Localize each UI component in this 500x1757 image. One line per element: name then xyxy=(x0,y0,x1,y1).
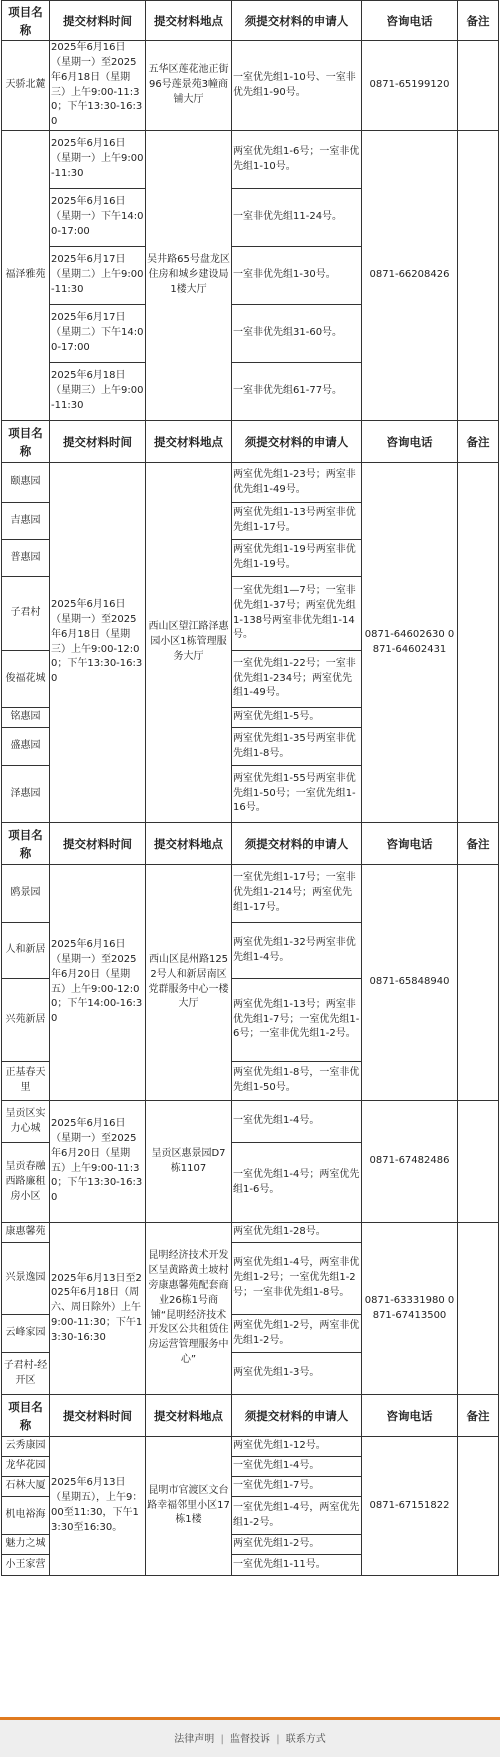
header-phone: 咨询电话 xyxy=(362,1395,458,1437)
note xyxy=(458,1223,499,1395)
applicants: 两室优先组1-55号两室非优先组1-50号；一室优先组1-16号。 xyxy=(232,766,362,823)
applicants: 一室优先组1-11号。 xyxy=(232,1555,362,1576)
submit-time: 2025年6月16日（星期一）至2025年6月20日（星期五）上午9:00-11:30；下午13:30-16:30 xyxy=(50,1101,146,1223)
project-name: 兴苑新居 xyxy=(2,979,50,1062)
header-applicants: 须提交材料的申请人 xyxy=(232,1,362,41)
project-name: 盛惠园 xyxy=(2,728,50,766)
document xyxy=(1,0,498,1576)
applicants: 一室非优先组1-30号。 xyxy=(232,247,362,305)
header-note: 备注 xyxy=(458,421,499,463)
note xyxy=(458,463,499,823)
submit-time: 2025年6月17日（星期二）下午14:00-17:00 xyxy=(50,305,146,363)
applicants: 一室优先组1-10号、一室非优先组1-90号。 xyxy=(232,41,362,131)
submit-time: 2025年6月17日（星期二）上午9:00-11:30 xyxy=(50,247,146,305)
project-name: 正基春天里 xyxy=(2,1062,50,1101)
header-phone: 咨询电话 xyxy=(362,1,458,41)
project-name: 呈贡春融西路廉租房小区 xyxy=(2,1143,50,1223)
note xyxy=(458,1437,499,1576)
submit-place: 呈贡区惠景园D7栋1107 xyxy=(146,1101,232,1223)
project-name: 吉惠园 xyxy=(2,503,50,540)
project-name: 龙华花园 xyxy=(2,1457,50,1477)
footer-link-complaint[interactable]: 监督投诉 xyxy=(230,1734,270,1745)
applicants: 一室优先组1-22号；一室非优先组1-234号；两室优先组1-49号。 xyxy=(232,651,362,708)
submit-time: 2025年6月16日（星期一）至2025年6月18日（星期三）上午9:00-12:00；下午13:30-16:30 xyxy=(50,463,146,823)
phone-number: 0871-67151822 xyxy=(362,1437,458,1576)
header-submit-time: 提交材料时间 xyxy=(50,1,146,41)
housing-schedule-table xyxy=(1,0,499,1576)
note xyxy=(458,1101,499,1223)
footer-links xyxy=(0,1730,500,1745)
header-submit-place: 提交材料地点 xyxy=(146,421,232,463)
project-name: 子君村-经开区 xyxy=(2,1353,50,1395)
header-phone: 咨询电话 xyxy=(362,823,458,865)
applicants: 两室优先组1-35号两室非优先组1-8号。 xyxy=(232,728,362,766)
table-row xyxy=(2,131,499,189)
header-applicants: 须提交材料的申请人 xyxy=(232,421,362,463)
header-submit-place: 提交材料地点 xyxy=(146,1,232,41)
applicants: 两室优先组1-13号；两室非优先组1-7号；一室优先组1-6号；一室非优先组1-2号。 xyxy=(232,979,362,1062)
applicants: 一室优先组1-4号。 xyxy=(232,1457,362,1477)
project-name: 普惠园 xyxy=(2,540,50,577)
phone-number: 0871-67482486 xyxy=(362,1101,458,1223)
header-project-name: 项目名称 xyxy=(2,1395,50,1437)
applicants: 一室优先组1-7号。 xyxy=(232,1477,362,1497)
applicants: 两室优先组1-32号两室非优先组1-4号。 xyxy=(232,923,362,979)
header-note: 备注 xyxy=(458,1395,499,1437)
project-name: 机电裕海 xyxy=(2,1497,50,1535)
phone-number: 0871-63331980 0871-67413500 xyxy=(362,1223,458,1395)
header-submit-time: 提交材料时间 xyxy=(50,823,146,865)
project-name: 福泽雅苑 xyxy=(2,131,50,421)
submit-time: 2025年6月16日（星期一）上午9:00-11:30 xyxy=(50,131,146,189)
project-name: 魅力之城 xyxy=(2,1535,50,1555)
applicants: 两室优先组1-19号两室非优先组1-19号。 xyxy=(232,540,362,577)
applicants: 一室非优先组61-77号。 xyxy=(232,363,362,421)
table-row xyxy=(2,1223,499,1243)
submit-time: 2025年6月16日（星期一）下午14:00-17:00 xyxy=(50,189,146,247)
applicants: 两室优先组1-2号，两室非优先组1-2号。 xyxy=(232,1315,362,1353)
applicants: 一室优先组1—7号；一室非优先组1-37号；两室优先组1-138号两室非优先组1-14号。 xyxy=(232,577,362,651)
header-project-name: 项目名称 xyxy=(2,1,50,41)
project-name: 颐惠园 xyxy=(2,463,50,503)
header-project-name: 项目名称 xyxy=(2,823,50,865)
note xyxy=(458,131,499,421)
header-submit-place: 提交材料地点 xyxy=(146,823,232,865)
header-submit-time: 提交材料时间 xyxy=(50,421,146,463)
submit-time: 2025年6月13日至2025年6月18日（周六、周日除外）上午9:00-11:30；下午13:30-16:30 xyxy=(50,1223,146,1395)
project-name: 小王家营 xyxy=(2,1555,50,1576)
applicants: 一室优先组1-4号，两室优先组1-2号。 xyxy=(232,1497,362,1535)
table-row xyxy=(2,463,499,503)
applicants: 两室优先组1-8号，一室非优先组1-50号。 xyxy=(232,1062,362,1101)
applicants: 两室优先组1-2号。 xyxy=(232,1535,362,1555)
applicants: 两室优先组1-4号，两室非优先组1-2号；一室优先组1-2号；一室非优先组1-8号。 xyxy=(232,1243,362,1315)
table-header-row xyxy=(2,1395,499,1437)
applicants: 两室优先组1-6号；一室非优先组1-10号。 xyxy=(232,131,362,189)
phone-number: 0871-64602630 0871-64602431 xyxy=(362,463,458,823)
applicants: 两室优先组1-12号。 xyxy=(232,1437,362,1457)
submit-time: 2025年6月16日（星期一）至2025年6月18日（星期三）上午9:00-11:30；下午13:30-16:30 xyxy=(50,41,146,131)
submit-place: 昆明市官渡区文台路幸福邻里小区17栋1楼 xyxy=(146,1437,232,1576)
header-project-name: 项目名称 xyxy=(2,421,50,463)
table-row xyxy=(2,1101,499,1143)
footer-separator: | xyxy=(276,1734,280,1745)
project-name: 人和新居 xyxy=(2,923,50,979)
applicants: 两室优先组1-23号；两室非优先组1-49号。 xyxy=(232,463,362,503)
project-name: 兴景逸园 xyxy=(2,1243,50,1315)
applicants: 一室优先组1-17号；一室非优先组1-214号；两室优先组1-17号。 xyxy=(232,865,362,923)
project-name: 云秀康园 xyxy=(2,1437,50,1457)
applicants: 一室非优先组11-24号。 xyxy=(232,189,362,247)
applicants: 一室非优先组31-60号。 xyxy=(232,305,362,363)
project-name: 呈贡区实力心城 xyxy=(2,1101,50,1143)
footer-link-legal[interactable]: 法律声明 xyxy=(174,1734,215,1745)
note xyxy=(458,41,499,131)
project-name: 天骄北麓 xyxy=(2,41,50,131)
table-row xyxy=(2,1437,499,1457)
applicants: 两室优先组1-28号。 xyxy=(232,1223,362,1243)
applicants: 两室优先组1-5号。 xyxy=(232,708,362,728)
applicants: 一室优先组1-4号；两室优先组1-6号。 xyxy=(232,1143,362,1223)
header-submit-time: 提交材料时间 xyxy=(50,1395,146,1437)
project-name: 铭惠园 xyxy=(2,708,50,728)
submit-place: 西山区望江路泽惠园小区1栋管理服务大厅 xyxy=(146,463,232,823)
table-row xyxy=(2,41,499,131)
applicants: 两室优先组1-3号。 xyxy=(232,1353,362,1395)
header-note: 备注 xyxy=(458,823,499,865)
submit-place: 吴井路65号盘龙区住房和城乡建设局1楼大厅 xyxy=(146,131,232,421)
project-name: 俊福花城 xyxy=(2,651,50,708)
footer-separator: | xyxy=(220,1734,224,1745)
table-header-row xyxy=(2,1,499,41)
applicants: 一室优先组1-4号。 xyxy=(232,1101,362,1143)
project-name: 子君村 xyxy=(2,577,50,651)
submit-time: 2025年6月18日（星期三）上午9:00-11:30 xyxy=(50,363,146,421)
table-row xyxy=(2,865,499,923)
project-name: 鸥景园 xyxy=(2,865,50,923)
submit-time: 2025年6月16日（星期一）至2025年6月20日（星期五）上午9:00-12:00；下午14:00-16:30 xyxy=(50,865,146,1101)
header-applicants: 须提交材料的申请人 xyxy=(232,1395,362,1437)
project-name: 泽惠园 xyxy=(2,766,50,823)
project-name: 石林大厦 xyxy=(2,1477,50,1497)
phone-number: 0871-66208426 xyxy=(362,131,458,421)
table-header-row xyxy=(2,823,499,865)
table-header-row xyxy=(2,421,499,463)
header-phone: 咨询电话 xyxy=(362,421,458,463)
note xyxy=(458,865,499,1101)
submit-time: 2025年6月13日（星期五），上午9：00至11:30，下午13:30至16:30。 xyxy=(50,1437,146,1576)
header-applicants: 须提交材料的申请人 xyxy=(232,823,362,865)
footer-link-contact[interactable]: 联系方式 xyxy=(285,1734,326,1745)
header-note: 备注 xyxy=(458,1,499,41)
phone-number: 0871-65199120 xyxy=(362,41,458,131)
header-submit-place: 提交材料地点 xyxy=(146,1395,232,1437)
submit-place: 西山区昆州路1252号人和新居南区党群服务中心一楼大厅 xyxy=(146,865,232,1101)
submit-place: 昆明经济技术开发区呈黄路黄土坡村旁康惠馨苑配套商业26栋1号商铺“昆明经济技术开发区公共租赁住房运营管理服务中心” xyxy=(146,1223,232,1395)
applicants: 两室优先组1-13号两室非优先组1-17号。 xyxy=(232,503,362,540)
project-name: 康惠馨苑 xyxy=(2,1223,50,1243)
phone-number: 0871-65848940 xyxy=(362,865,458,1101)
project-name: 云峰家园 xyxy=(2,1315,50,1353)
submit-place: 五华区莲花池正街96号莲景苑3幢商铺大厅 xyxy=(146,41,232,131)
